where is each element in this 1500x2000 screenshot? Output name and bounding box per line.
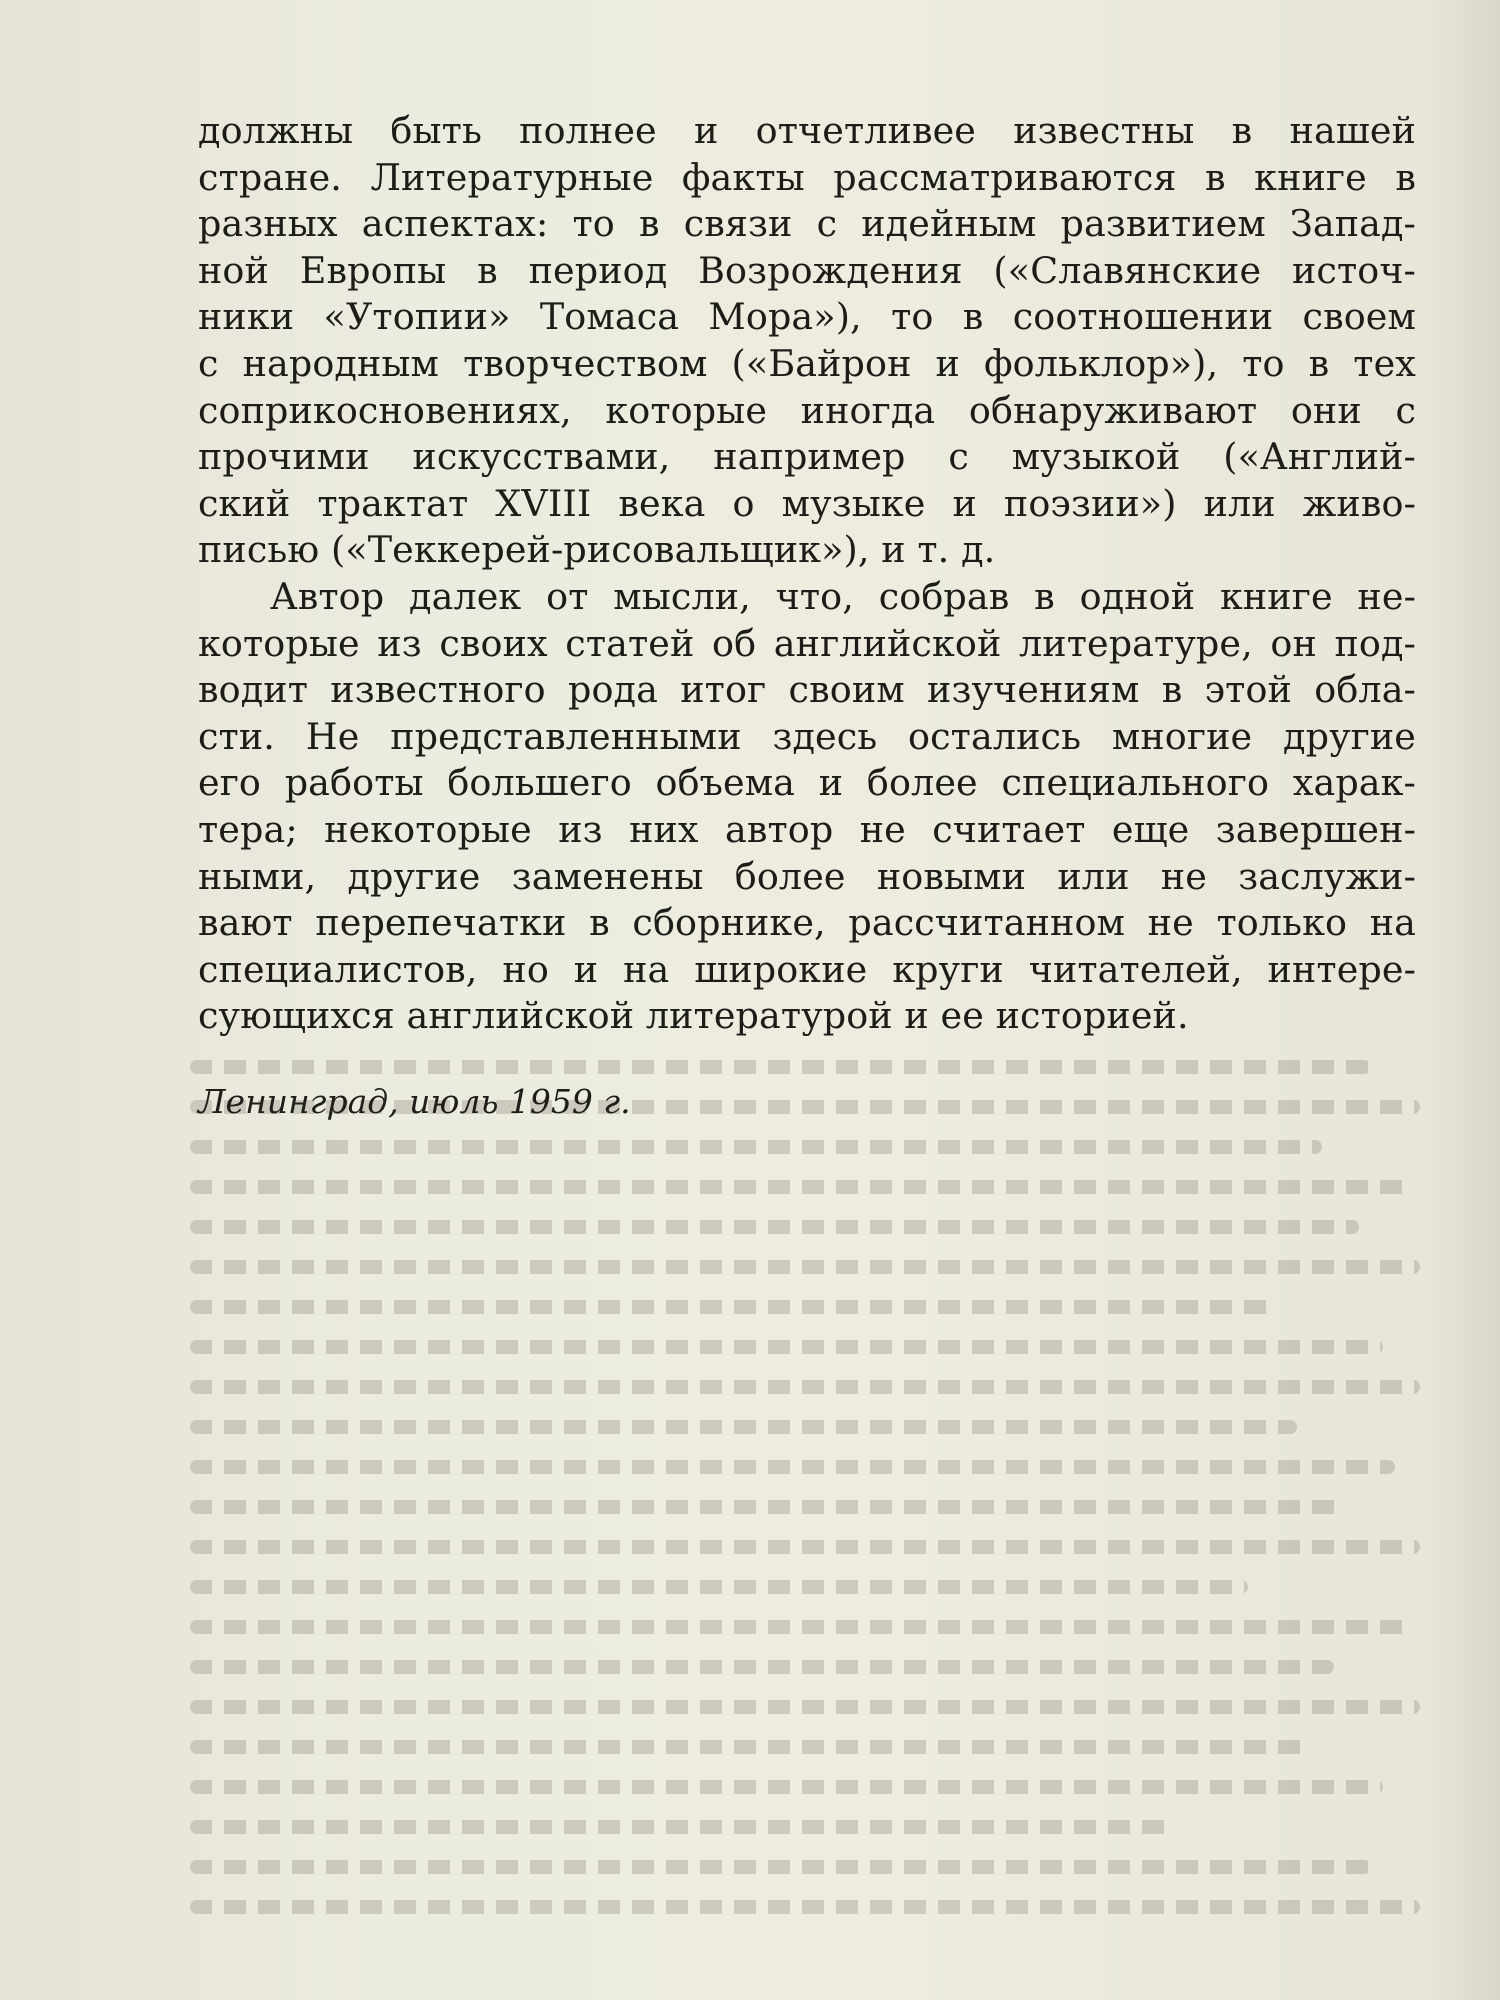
text-line: Автор далек от мысли, что, собрав в одной книге не-	[270, 574, 1416, 618]
page-edge-shadow	[1430, 0, 1500, 2000]
text-line: соприкосновениях, которые иногда обнаруживают они с	[198, 388, 1416, 432]
text-line: писью («Теккерей-рисовальщик»), и т. д.	[198, 528, 996, 572]
text-line: ной Европы в период Возрождения («Славянские источ-	[198, 248, 1416, 292]
text-line: прочими искусствами, например с музыкой («Англий-	[198, 435, 1416, 479]
text-line: сующихся английской литературой и ее историей.	[198, 994, 1189, 1038]
text-line: ники «Утопии» Томаса Мора»), то в соотношении своем	[198, 295, 1416, 339]
text-line: специалистов, но и на широкие круги читателей, интере-	[198, 947, 1416, 991]
text-line: ными, другие заменены более новыми или не заслужи-	[198, 854, 1416, 898]
text-line: тера; некоторые из них автор не считает еще завершен-	[198, 807, 1416, 851]
text-line: сти. Не представленными здесь остались многие другие	[198, 714, 1416, 758]
paragraph-2	[198, 574, 1416, 1040]
text-line: должны быть полнее и отчетливее известны в нашей	[198, 109, 1416, 152]
text-line: водит известного рода итог своим изучениям в этой обла-	[198, 668, 1416, 712]
text-line: с народным творчеством («Байрон и фольклор»), то в тех	[198, 341, 1416, 385]
text-line: которые из своих статей об английской литературе, он под-	[198, 621, 1416, 665]
text-line: вают перепечатки в сборнике, рассчитанном не только на	[198, 901, 1416, 945]
text-line: стране. Литературные факты рассматриваются в книге в	[198, 155, 1416, 199]
paragraph-1	[198, 108, 1416, 574]
text-line: ский трактат XVIII века о музыке и поэзии») или живо-	[198, 481, 1416, 525]
text-line: разных аспектах: то в связи с идейным развитием Запад-	[198, 202, 1416, 246]
bleed-through-text	[190, 1060, 1420, 1980]
place-date-signature: Ленинград, июль 1959 г.	[198, 1082, 631, 1121]
text-line: его работы большего объема и более специального харак-	[198, 761, 1416, 805]
main-text	[198, 108, 1416, 1040]
